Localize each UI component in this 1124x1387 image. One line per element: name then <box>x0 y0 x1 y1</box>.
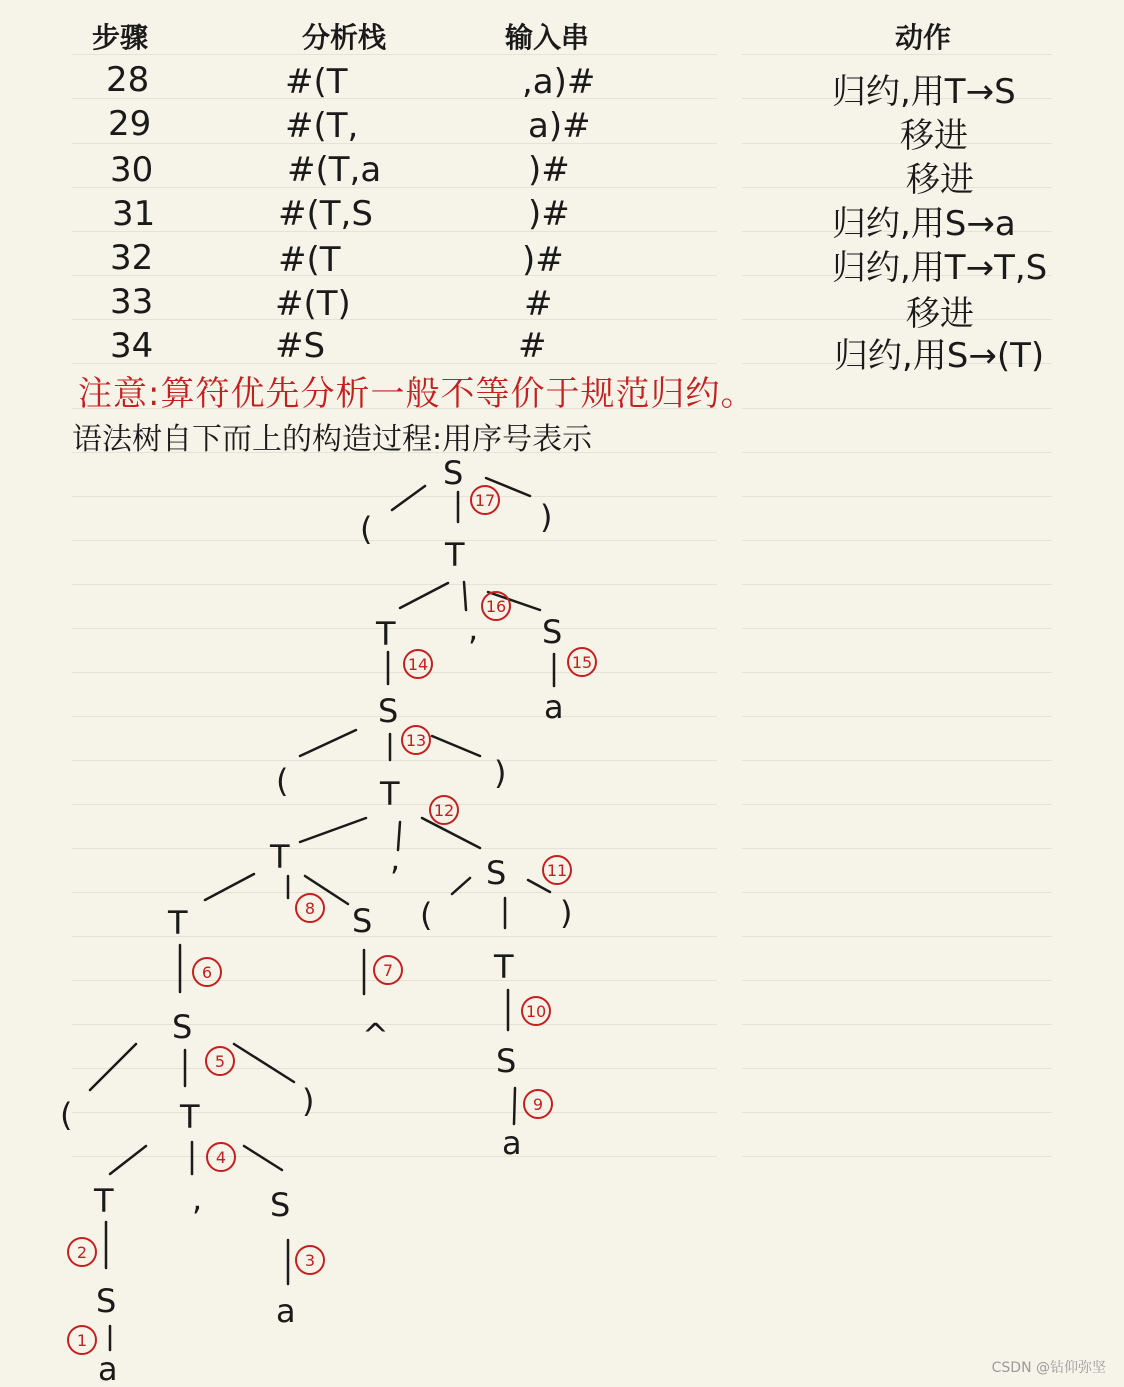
row-input: # <box>518 326 547 366</box>
row-action: 归约,用T→S <box>832 72 1016 112</box>
order-label: 9 <box>532 1095 544 1114</box>
tree-node: T <box>180 1098 200 1136</box>
order-label: 17 <box>474 491 496 510</box>
tree-node: T <box>445 536 465 574</box>
watermark: CSDN @钻仰弥坚 <box>991 1360 1106 1376</box>
order-label: 14 <box>407 655 429 674</box>
tree-node: a <box>502 1124 522 1162</box>
tree-node: ) <box>302 1082 315 1120</box>
tree-node: ( <box>276 762 289 800</box>
order-label: 15 <box>571 653 593 672</box>
tree-node: S <box>172 1008 193 1046</box>
tree-node: a <box>276 1292 296 1330</box>
tree-node: T <box>494 948 514 986</box>
order-label: 11 <box>546 861 568 880</box>
row-input: # <box>524 284 553 324</box>
order-label: 7 <box>382 961 394 980</box>
row-action: 归约,用S→a <box>832 204 1016 244</box>
order-label: 5 <box>214 1052 226 1071</box>
order-label: 6 <box>201 963 213 982</box>
row-action: 归约,用S→(T) <box>834 336 1045 376</box>
tree-node: ) <box>540 498 553 536</box>
row-action: 移进 <box>906 160 974 200</box>
order-label: 8 <box>304 899 316 918</box>
row-stack: #(T,a <box>287 150 382 190</box>
tree-node: ) <box>494 754 507 792</box>
tree-node: S <box>542 613 563 651</box>
row-input: ,a)# <box>522 62 596 102</box>
tree-node: S <box>486 854 507 892</box>
order-label: 2 <box>76 1243 88 1262</box>
tree-node: T <box>380 775 400 813</box>
row-step: 29 <box>108 104 152 144</box>
row-stack: #(T) <box>275 284 351 324</box>
order-label: 10 <box>525 1002 547 1021</box>
tree-node: S <box>96 1282 117 1320</box>
row-input: )# <box>528 150 570 190</box>
tree-node: , <box>390 840 401 878</box>
row-stack: #(T, <box>285 106 359 146</box>
tree-node: a <box>544 688 564 726</box>
row-step: 30 <box>110 150 154 190</box>
row-step: 32 <box>110 238 154 278</box>
tree-node: ( <box>60 1096 73 1134</box>
row-stack: #(T <box>278 240 341 280</box>
tree-node: ( <box>360 510 373 548</box>
tree-node: a <box>98 1350 118 1387</box>
order-label: 16 <box>485 597 507 616</box>
row-action: 归约,用T→T,S <box>832 248 1048 288</box>
order-label: 13 <box>405 731 427 750</box>
row-stack: #(T <box>285 62 348 102</box>
tree-node: S <box>496 1042 517 1080</box>
row-step: 28 <box>106 60 150 100</box>
red-note: 注意:算符优先分析一般不等价于规范归约。 <box>78 374 756 414</box>
tree-node: ) <box>560 894 573 932</box>
header-stack: 分析栈 <box>302 21 387 54</box>
row-action: 移进 <box>906 294 974 334</box>
header-action: 动作 <box>895 21 952 54</box>
tree-node: T <box>94 1182 114 1220</box>
row-step: 31 <box>112 194 156 234</box>
row-step: 34 <box>110 326 154 366</box>
tree-node: , <box>192 1180 203 1218</box>
tree-node: T <box>168 904 188 942</box>
row-step: 33 <box>110 282 154 322</box>
order-label: 12 <box>433 801 455 820</box>
tree-node: S <box>270 1186 291 1224</box>
order-label: 1 <box>76 1331 88 1350</box>
order-label: 3 <box>304 1251 316 1270</box>
tree-node: S <box>352 902 373 940</box>
tree-node: T <box>270 838 290 876</box>
tree-node: S <box>443 454 464 492</box>
header-step: 步骤 <box>92 21 149 54</box>
header-input: 输入串 <box>505 21 590 54</box>
tree-node: , <box>468 610 479 648</box>
tree-caption: 语法树自下而上的构造过程:用序号表示 <box>72 422 593 457</box>
tree-node: T <box>376 615 396 653</box>
row-input: a)# <box>528 106 591 146</box>
row-stack: #S <box>275 326 326 366</box>
row-input: )# <box>522 240 564 280</box>
row-action: 移进 <box>900 116 968 156</box>
tree-node: ( <box>420 896 433 934</box>
row-input: )# <box>528 194 570 234</box>
row-stack: #(T,S <box>278 194 373 234</box>
tree-node: ^ <box>362 1016 389 1054</box>
tree-node: S <box>378 692 399 730</box>
order-label: 4 <box>215 1148 227 1167</box>
